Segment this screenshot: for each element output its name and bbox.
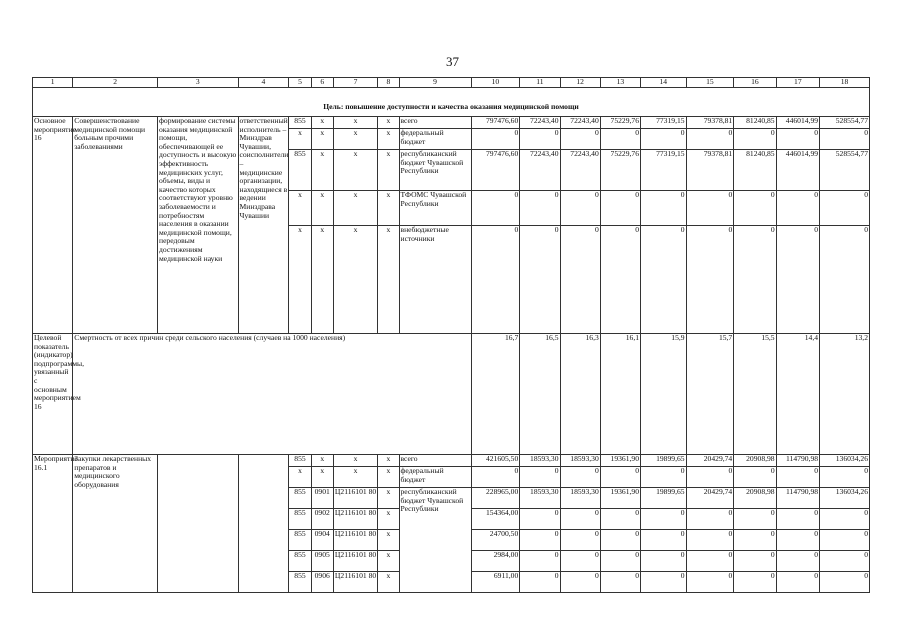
- amount-cell: 154364,00: [471, 509, 520, 530]
- amount-cell: 0: [641, 551, 687, 572]
- grbs-code: x: [289, 191, 311, 226]
- amount-cell: 0: [820, 467, 870, 488]
- expense-group: x: [378, 455, 399, 467]
- amount-cell: 0: [600, 551, 640, 572]
- amount-cell: 0: [641, 572, 687, 593]
- amount-cell: 20429,74: [686, 488, 734, 509]
- amount-cell: 72243,40: [560, 117, 600, 129]
- target-article: Ц2116101 80: [333, 551, 377, 572]
- indicator-value: 15,5: [734, 334, 776, 455]
- expense-group: x: [378, 226, 399, 334]
- amount-cell: 0: [641, 509, 687, 530]
- indicator-value: 16,1: [600, 334, 640, 455]
- amount-cell: 0: [520, 191, 560, 226]
- indicator-label: Целевой показатель (индикатор) подпрограммы, увязанный с основным мероприятием 16: [33, 334, 73, 455]
- amount-cell: 0: [734, 551, 776, 572]
- indicator-value: 16,7: [471, 334, 520, 455]
- grbs-code: 855: [289, 117, 311, 129]
- amount-cell: 0: [600, 530, 640, 551]
- amount-cell: 20908,98: [734, 488, 776, 509]
- section-code: 0901: [311, 488, 333, 509]
- column-number: 14: [641, 78, 687, 88]
- column-number: 1: [33, 78, 73, 88]
- amount-cell: 0: [520, 551, 560, 572]
- column-number: 8: [378, 78, 399, 88]
- indicator-row: [33, 334, 870, 455]
- target-article: x: [333, 191, 377, 226]
- section-code: x: [311, 191, 333, 226]
- goal-text: Цель: повышение доступности и качества оказания медицинской помощи: [33, 88, 870, 117]
- grbs-code: 855: [289, 455, 311, 467]
- amount-cell: 0: [776, 467, 819, 488]
- amount-cell: 0: [600, 226, 640, 334]
- indicator-value: 15,9: [641, 334, 687, 455]
- column-number: 15: [686, 78, 734, 88]
- amount-cell: 0: [776, 191, 819, 226]
- funding-source: всего: [399, 117, 471, 129]
- table-row: [33, 455, 870, 467]
- funding-source: ТФОМС Чувашской Республики: [399, 191, 471, 226]
- expense-group: x: [378, 509, 399, 530]
- amount-cell: 0: [641, 191, 687, 226]
- target-article: x: [333, 117, 377, 129]
- expense-group: x: [378, 150, 399, 191]
- amount-cell: 79378,81: [686, 117, 734, 129]
- funding-source: внебюджетные источники: [399, 226, 471, 334]
- grbs-code: 855: [289, 150, 311, 191]
- target-article: Ц2116101 80: [333, 509, 377, 530]
- indicator-value: 13,2: [820, 334, 870, 455]
- event-executor: ответственный исполнитель – Минздрав Чувашии, соисполнители – медицинские организации, находящиеся в ведении Минздрава Чувашии: [238, 117, 289, 334]
- section-code: x: [311, 129, 333, 150]
- amount-cell: 0: [820, 129, 870, 150]
- event-name: Совершенствование медицинской помощи больным прочими заболеваниями: [73, 117, 158, 334]
- amount-cell: 79378,81: [686, 150, 734, 191]
- funding-source: федеральный бюджет: [399, 129, 471, 150]
- amount-cell: 0: [641, 129, 687, 150]
- section-code: 0906: [311, 572, 333, 593]
- header-row: [33, 78, 870, 88]
- program-table: [32, 77, 870, 593]
- grbs-code: 855: [289, 509, 311, 530]
- amount-cell: 19899,65: [641, 488, 687, 509]
- amount-cell: 797476,60: [471, 117, 520, 129]
- expense-group: x: [378, 572, 399, 593]
- expense-group: x: [378, 551, 399, 572]
- section-code: x: [311, 467, 333, 488]
- amount-cell: 446014,99: [776, 117, 819, 129]
- amount-cell: 0: [520, 129, 560, 150]
- funding-source: республиканский бюджет Чувашской Республики: [399, 150, 471, 191]
- indicator-value: 15,7: [686, 334, 734, 455]
- target-article: Ц2116101 80: [333, 488, 377, 509]
- amount-cell: 75229,76: [600, 117, 640, 129]
- amount-cell: 77319,15: [641, 150, 687, 191]
- expense-group: x: [378, 129, 399, 150]
- amount-cell: 0: [686, 509, 734, 530]
- amount-cell: 72243,40: [520, 150, 560, 191]
- amount-cell: 0: [776, 129, 819, 150]
- event-label: Основное мероприятие 16: [33, 117, 73, 334]
- amount-cell: 18593,30: [520, 488, 560, 509]
- amount-cell: 0: [820, 226, 870, 334]
- expense-group: x: [378, 467, 399, 488]
- amount-cell: 0: [560, 467, 600, 488]
- amount-cell: 72243,40: [520, 117, 560, 129]
- indicator-value: 14,4: [776, 334, 819, 455]
- grbs-code: 855: [289, 488, 311, 509]
- amount-cell: 19899,65: [641, 455, 687, 467]
- amount-cell: 0: [641, 226, 687, 334]
- column-number: 6: [311, 78, 333, 88]
- indicator-value: 16,3: [560, 334, 600, 455]
- amount-cell: 528554,77: [820, 150, 870, 191]
- amount-cell: 0: [520, 530, 560, 551]
- expense-group: x: [378, 191, 399, 226]
- column-number: 9: [399, 78, 471, 88]
- section-code: 0904: [311, 530, 333, 551]
- amount-cell: 0: [734, 191, 776, 226]
- goal-row: [33, 88, 870, 117]
- amount-cell: 0: [560, 530, 600, 551]
- amount-cell: 114790,98: [776, 488, 819, 509]
- amount-cell: 0: [600, 129, 640, 150]
- amount-cell: 75229,76: [600, 150, 640, 191]
- grbs-code: x: [289, 467, 311, 488]
- amount-cell: 228965,00: [471, 488, 520, 509]
- amount-cell: 0: [734, 572, 776, 593]
- amount-cell: 0: [471, 226, 520, 334]
- section-code: 0902: [311, 509, 333, 530]
- indicator-value: 16,5: [520, 334, 560, 455]
- target-article: x: [333, 226, 377, 334]
- target-article: Ц2116101 80: [333, 530, 377, 551]
- column-number: 13: [600, 78, 640, 88]
- column-number: 17: [776, 78, 819, 88]
- amount-cell: 0: [776, 530, 819, 551]
- grbs-code: 855: [289, 572, 311, 593]
- event-label: Мероприятие 16.1: [33, 455, 73, 593]
- amount-cell: 18593,30: [520, 455, 560, 467]
- column-number: 16: [734, 78, 776, 88]
- amount-cell: 0: [686, 467, 734, 488]
- amount-cell: 0: [520, 226, 560, 334]
- section-code: 0905: [311, 551, 333, 572]
- amount-cell: 797476,60: [471, 150, 520, 191]
- amount-cell: 6911,00: [471, 572, 520, 593]
- amount-cell: 0: [820, 509, 870, 530]
- amount-cell: 20429,74: [686, 455, 734, 467]
- amount-cell: 0: [520, 467, 560, 488]
- column-number: 5: [289, 78, 311, 88]
- grbs-code: x: [289, 226, 311, 334]
- amount-cell: 136034,26: [820, 488, 870, 509]
- funding-source: федеральный бюджет: [399, 467, 471, 488]
- amount-cell: 0: [560, 226, 600, 334]
- amount-cell: 0: [776, 572, 819, 593]
- page-number: 37: [446, 54, 459, 69]
- target-article: x: [333, 455, 377, 467]
- amount-cell: 20908,98: [734, 455, 776, 467]
- amount-cell: 0: [641, 467, 687, 488]
- amount-cell: 18593,30: [560, 488, 600, 509]
- amount-cell: 72243,40: [560, 150, 600, 191]
- amount-cell: 2984,00: [471, 551, 520, 572]
- amount-cell: 0: [471, 467, 520, 488]
- grbs-code: x: [289, 129, 311, 150]
- amount-cell: 0: [600, 572, 640, 593]
- amount-cell: 0: [734, 226, 776, 334]
- column-number: 7: [333, 78, 377, 88]
- amount-cell: 528554,77: [820, 117, 870, 129]
- column-number: 18: [820, 78, 870, 88]
- amount-cell: 18593,30: [560, 455, 600, 467]
- amount-cell: 0: [820, 572, 870, 593]
- section-code: x: [311, 226, 333, 334]
- amount-cell: 0: [560, 191, 600, 226]
- section-code: x: [311, 455, 333, 467]
- amount-cell: 0: [776, 226, 819, 334]
- amount-cell: 0: [686, 530, 734, 551]
- amount-cell: 24700,50: [471, 530, 520, 551]
- amount-cell: 0: [734, 129, 776, 150]
- amount-cell: 19361,90: [600, 488, 640, 509]
- column-number: 12: [560, 78, 600, 88]
- target-article: Ц2116101 80: [333, 572, 377, 593]
- amount-cell: 446014,99: [776, 150, 819, 191]
- column-number: 11: [520, 78, 560, 88]
- section-code: x: [311, 117, 333, 129]
- event-result: формирование системы оказания медицинской помощи, обеспечивающей ее доступность и высокую эффективность медицинских услуг, объемы, виды и качество которых соответствуют уровню заболеваемости и потребностям населения в оказании медицинской помощи, передовым достижениям медицинской науки: [158, 117, 239, 334]
- amount-cell: 77319,15: [641, 117, 687, 129]
- amount-cell: 0: [471, 129, 520, 150]
- grbs-code: 855: [289, 551, 311, 572]
- amount-cell: 114790,98: [776, 455, 819, 467]
- amount-cell: 0: [820, 551, 870, 572]
- event-name: Закупки лекарственных препаратов и медицинского оборудования: [73, 455, 158, 593]
- amount-cell: 0: [776, 509, 819, 530]
- amount-cell: 0: [820, 530, 870, 551]
- indicator-text: Смертность от всех причин среди сельского населения (случаев на 1000 населения): [73, 334, 471, 455]
- amount-cell: 0: [686, 226, 734, 334]
- amount-cell: 0: [686, 551, 734, 572]
- amount-cell: 81240,85: [734, 117, 776, 129]
- amount-cell: 0: [776, 551, 819, 572]
- amount-cell: 0: [600, 191, 640, 226]
- amount-cell: 0: [686, 191, 734, 226]
- amount-cell: 0: [560, 509, 600, 530]
- amount-cell: 0: [686, 572, 734, 593]
- column-number: 2: [73, 78, 158, 88]
- amount-cell: 421605,50: [471, 455, 520, 467]
- amount-cell: 0: [520, 572, 560, 593]
- column-number: 10: [471, 78, 520, 88]
- amount-cell: 0: [520, 509, 560, 530]
- amount-cell: 0: [820, 191, 870, 226]
- expense-group: x: [378, 530, 399, 551]
- expense-group: x: [378, 488, 399, 509]
- amount-cell: 0: [641, 530, 687, 551]
- amount-cell: 0: [560, 129, 600, 150]
- grbs-code: 855: [289, 530, 311, 551]
- funding-source: всего: [399, 455, 471, 467]
- amount-cell: 0: [471, 191, 520, 226]
- column-number: 3: [158, 78, 239, 88]
- amount-cell: 0: [560, 551, 600, 572]
- event-executor: [238, 455, 289, 593]
- section-code: x: [311, 150, 333, 191]
- target-article: x: [333, 129, 377, 150]
- amount-cell: 136034,26: [820, 455, 870, 467]
- amount-cell: 0: [734, 509, 776, 530]
- target-article: x: [333, 150, 377, 191]
- expense-group: x: [378, 117, 399, 129]
- table-row: [33, 117, 870, 129]
- amount-cell: 81240,85: [734, 150, 776, 191]
- amount-cell: 0: [686, 129, 734, 150]
- amount-cell: 0: [734, 467, 776, 488]
- amount-cell: 0: [600, 509, 640, 530]
- amount-cell: 0: [734, 530, 776, 551]
- amount-cell: 0: [560, 572, 600, 593]
- funding-source: республиканский бюджет Чувашской Республики: [399, 488, 471, 593]
- column-number: 4: [238, 78, 289, 88]
- amount-cell: 0: [600, 467, 640, 488]
- amount-cell: 19361,90: [600, 455, 640, 467]
- event-result: [158, 455, 239, 593]
- target-article: x: [333, 467, 377, 488]
